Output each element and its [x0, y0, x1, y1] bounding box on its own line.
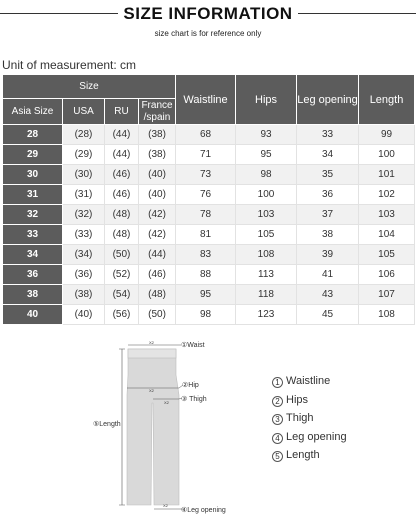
table-cell: (48) [105, 205, 139, 225]
table-cell: (44) [105, 125, 139, 145]
col-header: France /spain [139, 99, 176, 125]
asia-size-cell: 34 [3, 245, 63, 265]
table-row [3, 165, 415, 185]
col-header: RU [105, 99, 139, 125]
page-title: SIZE INFORMATION [123, 4, 293, 23]
legend-label: Length [286, 449, 320, 461]
x2-label: X2 [149, 388, 154, 393]
table-cell: (50) [139, 305, 176, 325]
table-cell: (52) [105, 265, 139, 285]
table-cell: (30) [63, 165, 105, 185]
table-cell: 100 [236, 185, 297, 205]
asia-size-cell: 29 [3, 145, 63, 165]
table-cell: 35 [297, 165, 359, 185]
table-cell: 71 [176, 145, 236, 165]
legend-label: Thigh [286, 412, 314, 424]
number-circle-icon: 2 [272, 396, 283, 407]
table-cell: 118 [236, 285, 297, 305]
table-row [3, 285, 415, 305]
table-cell: (46) [105, 185, 139, 205]
table-cell: 36 [297, 185, 359, 205]
table-cell: 101 [359, 165, 415, 185]
table-cell: 78 [176, 205, 236, 225]
table-cell: (31) [63, 185, 105, 205]
number-circle-icon: 3 [272, 414, 283, 425]
pants-diagram [0, 335, 416, 521]
legend-item [272, 372, 347, 391]
table-cell: 123 [236, 305, 297, 325]
table-cell: 39 [297, 245, 359, 265]
table-cell: 98 [236, 165, 297, 185]
table-cell: 33 [297, 125, 359, 145]
legend-label: Hips [286, 393, 309, 406]
table-cell: 93 [236, 125, 297, 145]
legend-item [272, 409, 347, 428]
table-cell: (44) [105, 145, 139, 165]
x2-label: X2 [149, 340, 154, 345]
table-cell: 100 [359, 145, 415, 165]
table-cell: (29) [63, 145, 105, 165]
leg-opening-label: ④Leg opening [181, 507, 226, 514]
thigh-label: ③ Thigh [181, 396, 207, 403]
table-cell: 106 [359, 265, 415, 285]
table-cell: 73 [176, 165, 236, 185]
asia-size-cell: 38 [3, 285, 63, 305]
table-cell: 103 [359, 205, 415, 225]
table-cell: (38) [63, 285, 105, 305]
table-cell: 37 [297, 205, 359, 225]
table-cell: (50) [105, 245, 139, 265]
number-circle-icon: 5 [272, 451, 283, 462]
length-label: ⑤Length [93, 421, 121, 428]
table-row [3, 145, 415, 165]
table-row [3, 265, 415, 285]
table-cell: 41 [297, 265, 359, 285]
col-header: Length [359, 75, 415, 125]
table-cell: 76 [176, 185, 236, 205]
table-row [3, 225, 415, 245]
page-subtitle: size chart is for reference only [154, 29, 262, 38]
table-cell: (28) [63, 125, 105, 145]
asia-size-cell: 28 [3, 125, 63, 145]
table-cell: 103 [236, 205, 297, 225]
legend-item [272, 391, 347, 410]
table-cell: (32) [63, 205, 105, 225]
table-cell: (54) [105, 285, 139, 305]
table-cell: (46) [105, 165, 139, 185]
table-cell: (46) [139, 265, 176, 285]
table-cell: 98 [176, 305, 236, 325]
table-row [3, 205, 415, 225]
size-table [2, 74, 415, 325]
col-header: USA [63, 99, 105, 125]
table-cell: (36) [63, 265, 105, 285]
table-cell: (42) [139, 225, 176, 245]
table-row [3, 305, 415, 325]
asia-size-cell: 33 [3, 225, 63, 245]
table-cell: (34) [63, 245, 105, 265]
col-header: Hips [236, 75, 297, 125]
table-body [3, 125, 415, 325]
unit-label: Unit of measurement: cm [2, 58, 137, 72]
col-header: Asia Size [3, 99, 63, 125]
table-cell: 105 [236, 225, 297, 245]
table-cell: 34 [297, 145, 359, 165]
table-cell: 99 [359, 125, 415, 145]
asia-size-cell: 36 [3, 265, 63, 285]
table-cell: (38) [139, 145, 176, 165]
table-cell: 81 [176, 225, 236, 245]
table-row [3, 125, 415, 145]
table-row [3, 185, 415, 205]
table-cell: 108 [236, 245, 297, 265]
table-cell: (38) [139, 125, 176, 145]
table-cell: (40) [63, 305, 105, 325]
legend-item [272, 428, 347, 447]
legend-item [272, 446, 347, 465]
asia-size-cell: 31 [3, 185, 63, 205]
table-cell: 102 [359, 185, 415, 205]
waist-label: ①Waist [181, 342, 205, 349]
pants-shape [127, 349, 179, 505]
number-circle-icon: 4 [272, 433, 283, 444]
table-cell: 95 [236, 145, 297, 165]
table-cell: 68 [176, 125, 236, 145]
table-cell: 88 [176, 265, 236, 285]
asia-size-cell: 30 [3, 165, 63, 185]
table-cell: 95 [176, 285, 236, 305]
col-header: Leg opening [297, 75, 359, 125]
table-cell: 108 [359, 305, 415, 325]
hip-label: ②Hip [182, 382, 199, 389]
x2-label: X2 [164, 400, 169, 405]
table-cell: (42) [139, 205, 176, 225]
measurement-legend [272, 372, 347, 465]
table-cell: (48) [105, 225, 139, 245]
legend-label: Leg opening [286, 430, 347, 443]
legend-label: Waistline [286, 375, 331, 387]
table-cell: 113 [236, 265, 297, 285]
table-cell: (44) [139, 245, 176, 265]
table-cell: (33) [63, 225, 105, 245]
table-cell: (56) [105, 305, 139, 325]
number-circle-icon: 1 [272, 377, 283, 388]
col-header: Waistline [176, 75, 236, 125]
table-row [3, 245, 415, 265]
table-cell: (48) [139, 285, 176, 305]
size-group-header: Size [3, 75, 176, 99]
table-cell: 45 [297, 305, 359, 325]
table-cell: (40) [139, 185, 176, 205]
table-cell: 43 [297, 285, 359, 305]
table-cell: 105 [359, 245, 415, 265]
table-cell: (40) [139, 165, 176, 185]
table-cell: 104 [359, 225, 415, 245]
table-cell: 83 [176, 245, 236, 265]
asia-size-cell: 32 [3, 205, 63, 225]
asia-size-cell: 40 [3, 305, 63, 325]
table-cell: 107 [359, 285, 415, 305]
x2-label: X2 [163, 503, 168, 508]
table-cell: 38 [297, 225, 359, 245]
waistband [128, 349, 176, 358]
